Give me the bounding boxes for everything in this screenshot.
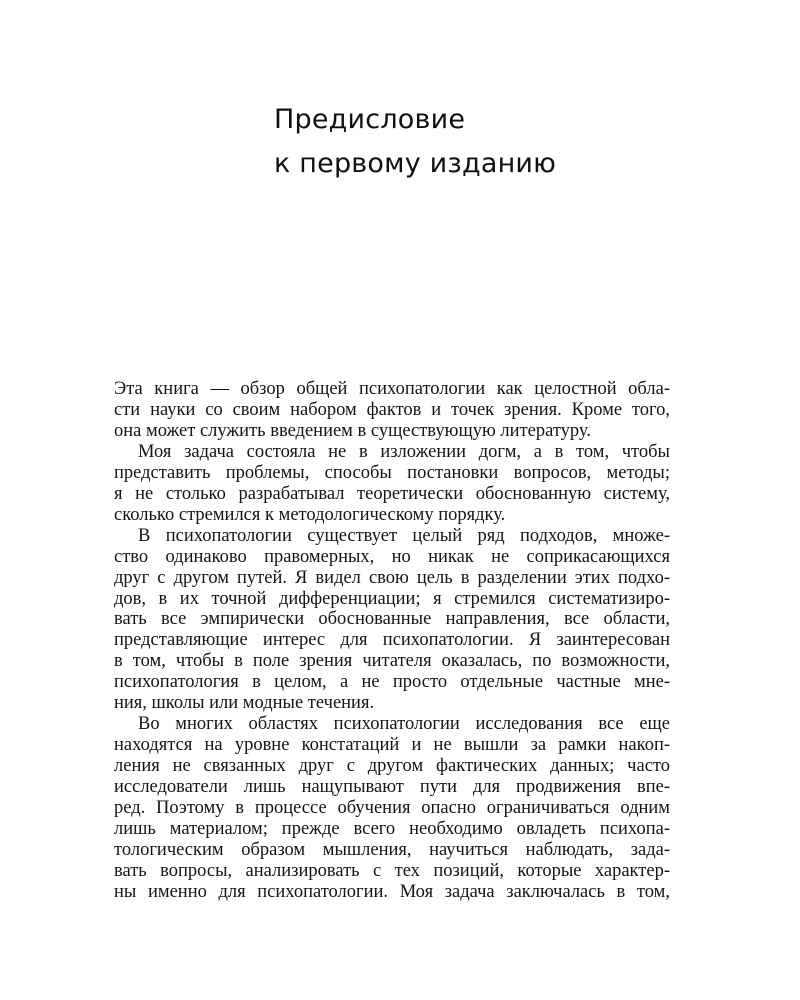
text-line: представляющие интерес для психопатологии. Я заинтересован <box>114 630 670 651</box>
text-line: сти науки со своим набором фактов и точек зрения. Кроме того, <box>114 399 670 420</box>
paragraph-4 <box>114 714 670 903</box>
chapter-title <box>274 98 556 186</box>
text-line: она может служить введением в существующую литературу. <box>114 420 591 441</box>
paragraph-1 <box>114 379 670 442</box>
text-line: находятся на уровне констатаций и не вышли за рамки накоп- <box>114 735 670 756</box>
text-line: вать вопросы, анализировать с тех позиций, которые характер- <box>114 860 670 881</box>
text-line: ство одинаково правомерных, но никак не соприкасающихся <box>114 546 670 567</box>
text-line: психопатология в целом, а не просто отдельные частные мне- <box>114 672 670 693</box>
text-line: друг с другом путей. Я видел свою цель в разделении этих подхо- <box>114 567 670 588</box>
text-line: я не столько разрабатывал теоретически обоснованную систему, <box>114 483 670 504</box>
text-line: вать все эмпирически обоснованные направления, все области, <box>114 609 670 630</box>
text-line: тологическим образом мышления, научиться наблюдать, зада- <box>114 839 670 860</box>
text-line: сколько стремился к методологическому порядку. <box>114 504 506 525</box>
body-text <box>114 379 670 903</box>
paragraph-3 <box>114 526 670 715</box>
text-line: в том, чтобы в поле зрения читателя оказалась, по возможности, <box>114 651 670 672</box>
text-line: дов, в их точной дифференциации; я стремился систематизиро- <box>114 588 670 609</box>
text-line: лишь материалом; прежде всего необходимо овладеть психопа- <box>114 819 670 840</box>
text-line: представить проблемы, способы постановки вопросов, методы; <box>114 462 670 483</box>
text-line: ны именно для психопатологии. Моя задача заключалась в том, <box>114 881 670 902</box>
text-line: ния, школы или модные течения. <box>114 693 375 714</box>
chapter-title-line-1: Предисловие <box>274 104 466 135</box>
text-line: ред. Поэтому в процессе обучения опасно ограничиваться одним <box>114 798 670 819</box>
text-line: Эта книга — обзор общей психопатологии как целостной обла- <box>114 379 670 399</box>
text-line: Моя задача состояла не в изложении догм, а в том, чтобы <box>138 441 670 462</box>
text-line: В психопатологии существует целый ряд подходов, множе- <box>138 525 670 546</box>
text-line: Во многих областях психопатологии исследования все еще <box>138 714 670 735</box>
text-line: ления не связанных друг с другом фактических данных; часто <box>114 756 670 777</box>
text-line: исследователи лишь нащупывают пути для продвижения впе- <box>114 777 670 798</box>
paragraph-2 <box>114 442 670 526</box>
chapter-title-line-2: к первому изданию <box>274 148 557 179</box>
